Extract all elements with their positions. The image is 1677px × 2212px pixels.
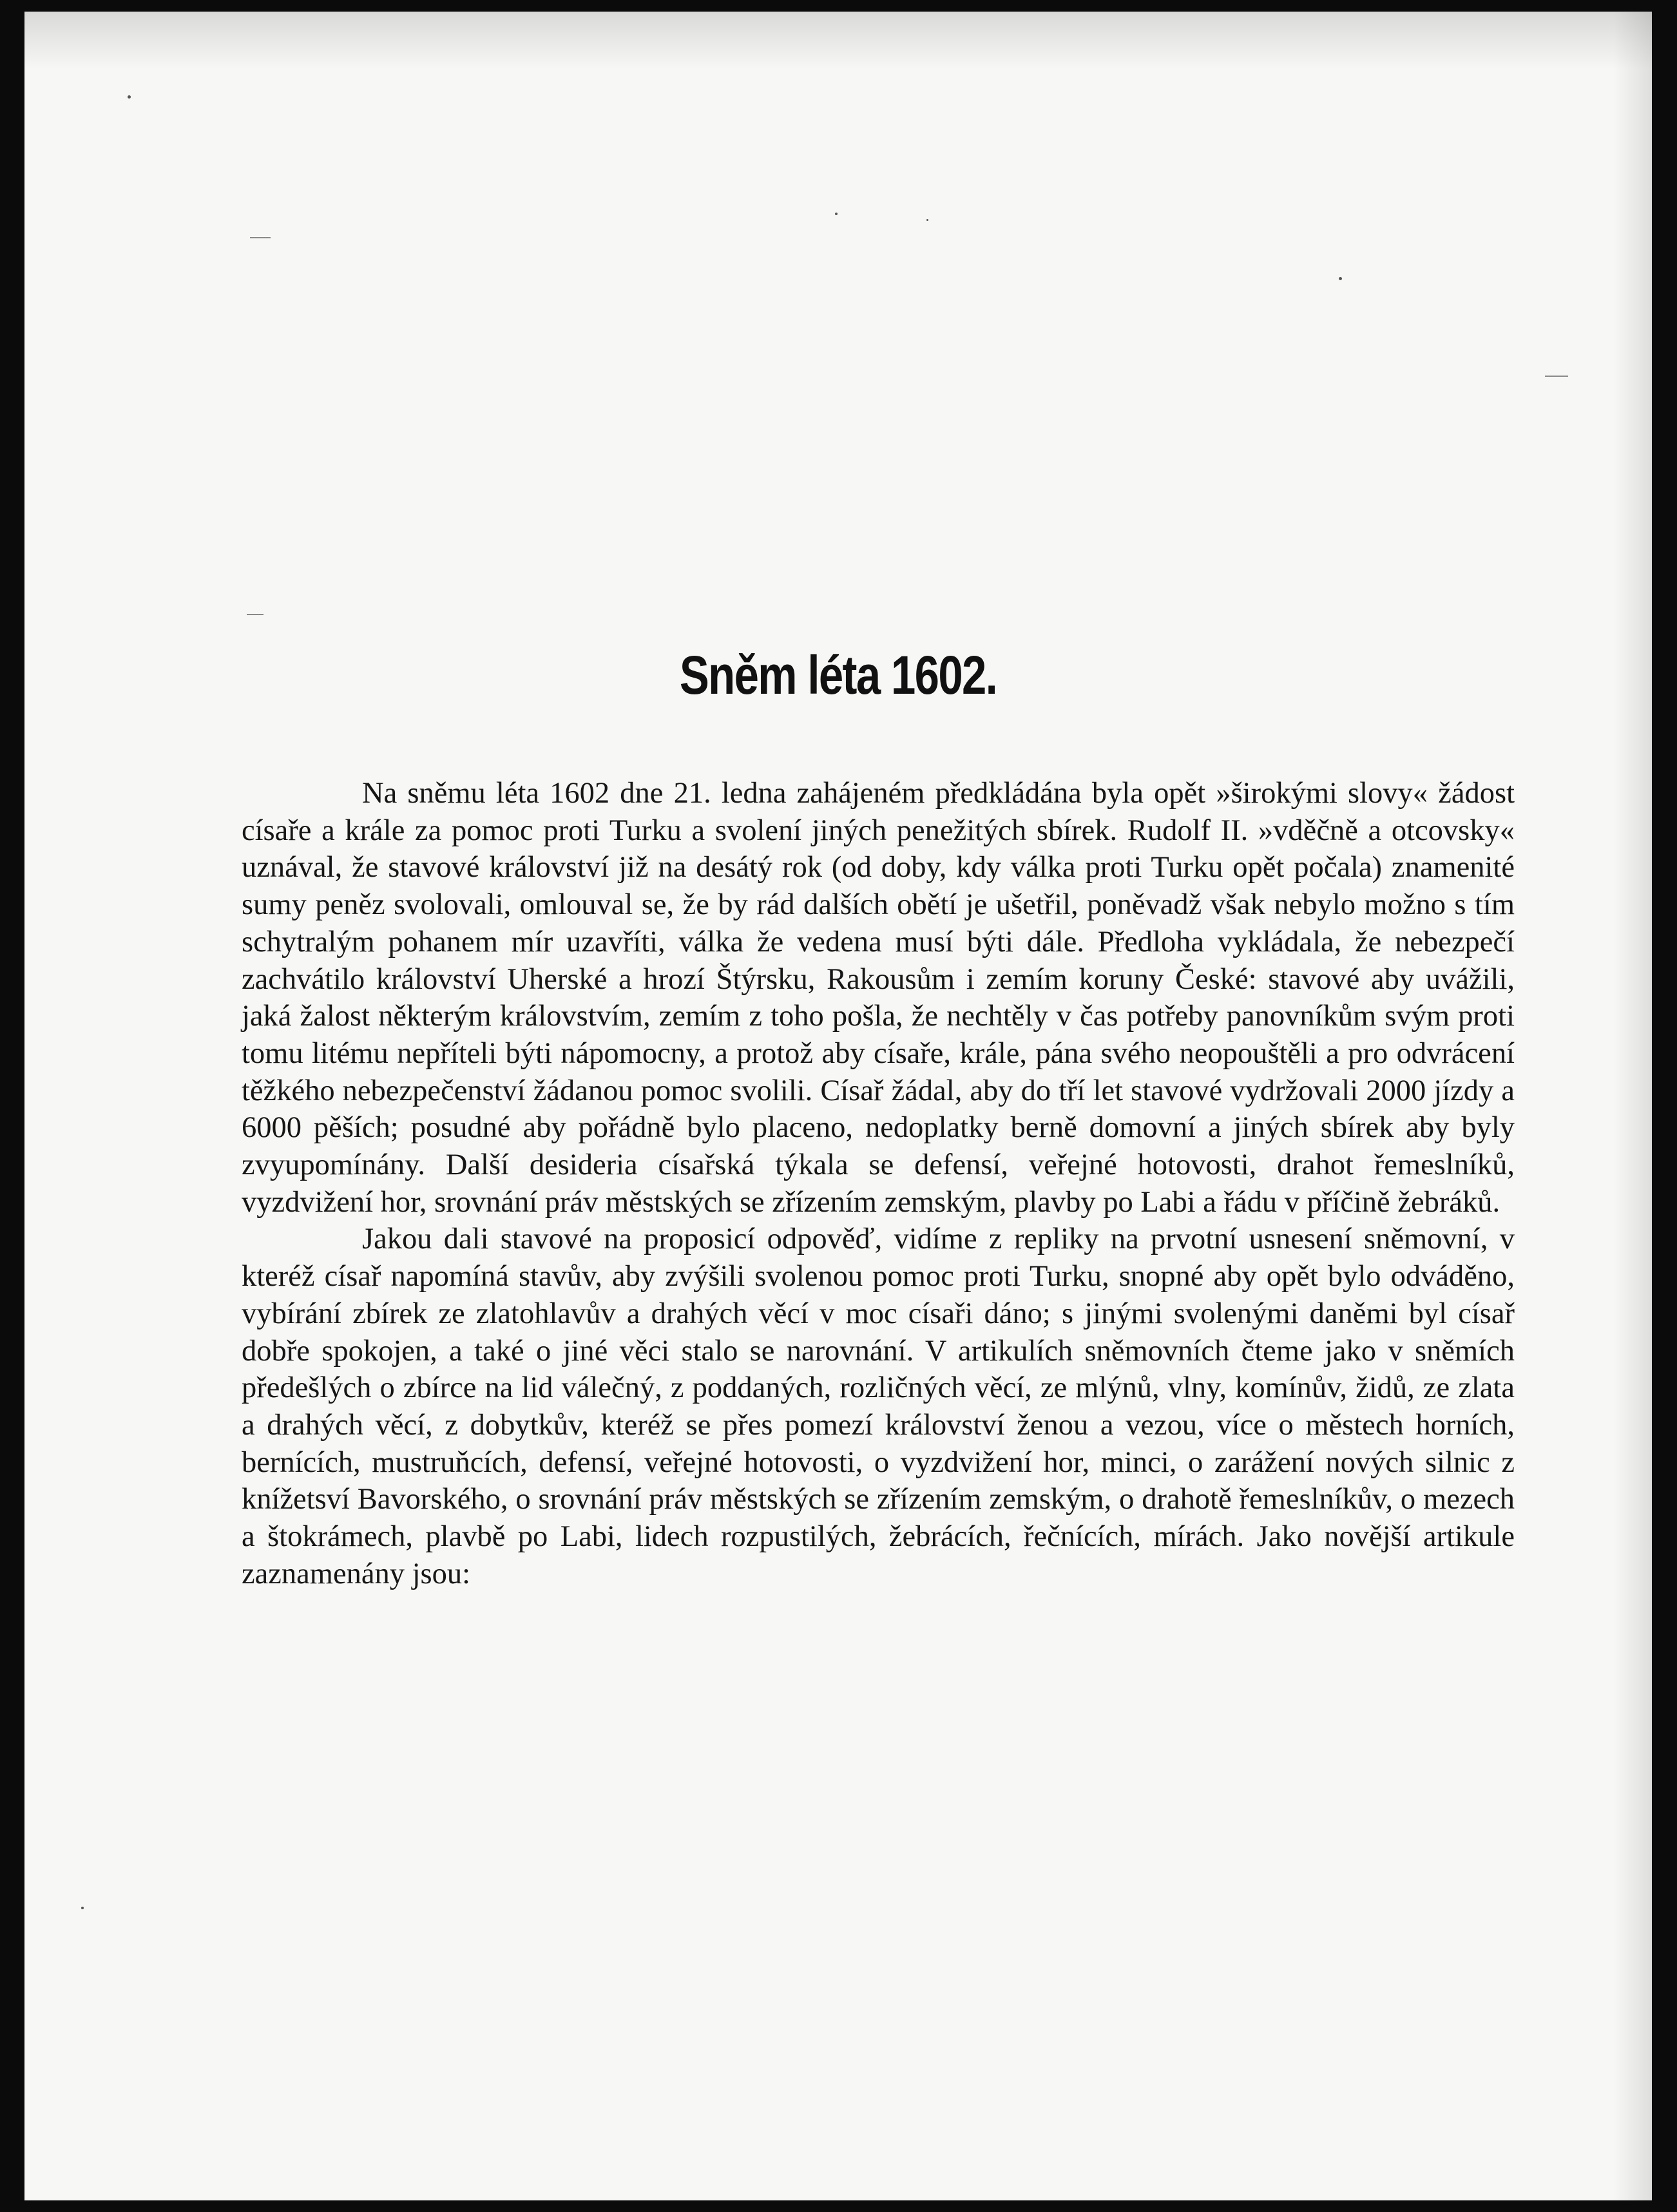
scan-speck bbox=[1339, 277, 1342, 280]
paragraph-1: Na sněmu léta 1602 dne 21. ledna zahájeném předkládána byla opět »širokými slovy« žádost císaře a krále za pomoc proti Turku a svolení jiných penežitých sbírek. Rudolf II. »vděčně a otcovsky« uznával, že stavové království již na desátý rok (od doby, kdy válka proti Turku opět počala) znamenité sumy peněz svolovali, omlouval se, že by rád dalších obětí je ušetřil, poněvadž však nebylo možno s tím schytralým pohanem mír uzavříti, válka že vedena musí býti dále. Předloha vykládala, že nebezpečí zachvátilo království Uherské a hrozí Štýrsku, Rakousům i zemím koruny České: stavové aby uvážili, jaká žalost některým královstvím, zemím z toho pošla, že nechtěly v čas potřeby panovníkům svým proti tomu litému nepříteli býti nápomocny, a protož aby císaře, krále, pána svého neopouštěli a pro odvrácení těžkého nebezpečenství žádanou pomoc svolili. Císař žádal, aby do tří let stavové vydržovali 2000 jízdy a 6000 pěších; posudné aby pořádně bylo placeno, nedoplatky berně domovní a jiných sbírek aby byly zvyupomínány. Další desideria císařská týkala se defensí, veřejné hotovosti, drahot řemeslníků, vyzdvižení hor, srovnání práv městských se zřízením zemským, plavby po Labi a řádu v příčině žebráků. bbox=[242, 777, 1515, 1219]
scan-mark bbox=[250, 237, 271, 238]
scan-mark bbox=[1545, 376, 1568, 377]
document-page bbox=[24, 12, 1652, 2200]
paragraph-2: Jakou dali stavové na proposicí odpověď, vidíme z repliky na prvotní usnesení sněmovní, v kteréž císař napomíná stavův, aby zvýšili svolenou pomoc proti Turku, snopné aby opět bylo odváděno, vybírání zbírek ze zlatohlavův a drahých věcí v moc císaři dáno; s jinými svolenými daněmi byl císař dobře spokojen, a také o jiné věci stalo se narovnání. V artikulích sněmovních čteme jako v sněmích předešlých o zbírce na lid válečný, z poddaných, rozličných věcí, ze mlýnů, vlny, komínův, židů, ze zlata a drahých věcí, z dobytkův, kteréž se přes pomezí království ženou a vezou, více o městech horních, bernících, mustruňcích, defensí, veřejné hotovosti, o vyzdvižení hor, minci, o zarážení nových silnic z knížetsví Bavorského, o srovnání práv městských se zřízením zemským, o drahotě řemeslníkův, o mezech a štokrámech, plavbě po Labi, lidech rozpustilých, žebrácích, řečnících, mírách. Jako novější artikule zaznamenány jsou: bbox=[242, 1223, 1515, 1590]
body-text bbox=[242, 775, 1515, 1592]
scan-speck bbox=[81, 1907, 84, 1909]
scan-speck bbox=[128, 95, 131, 99]
page-title: Sněm léta 1602. bbox=[679, 645, 997, 705]
scan-speck bbox=[835, 213, 838, 215]
scan-speck bbox=[926, 219, 928, 221]
scan-mark bbox=[247, 614, 264, 615]
